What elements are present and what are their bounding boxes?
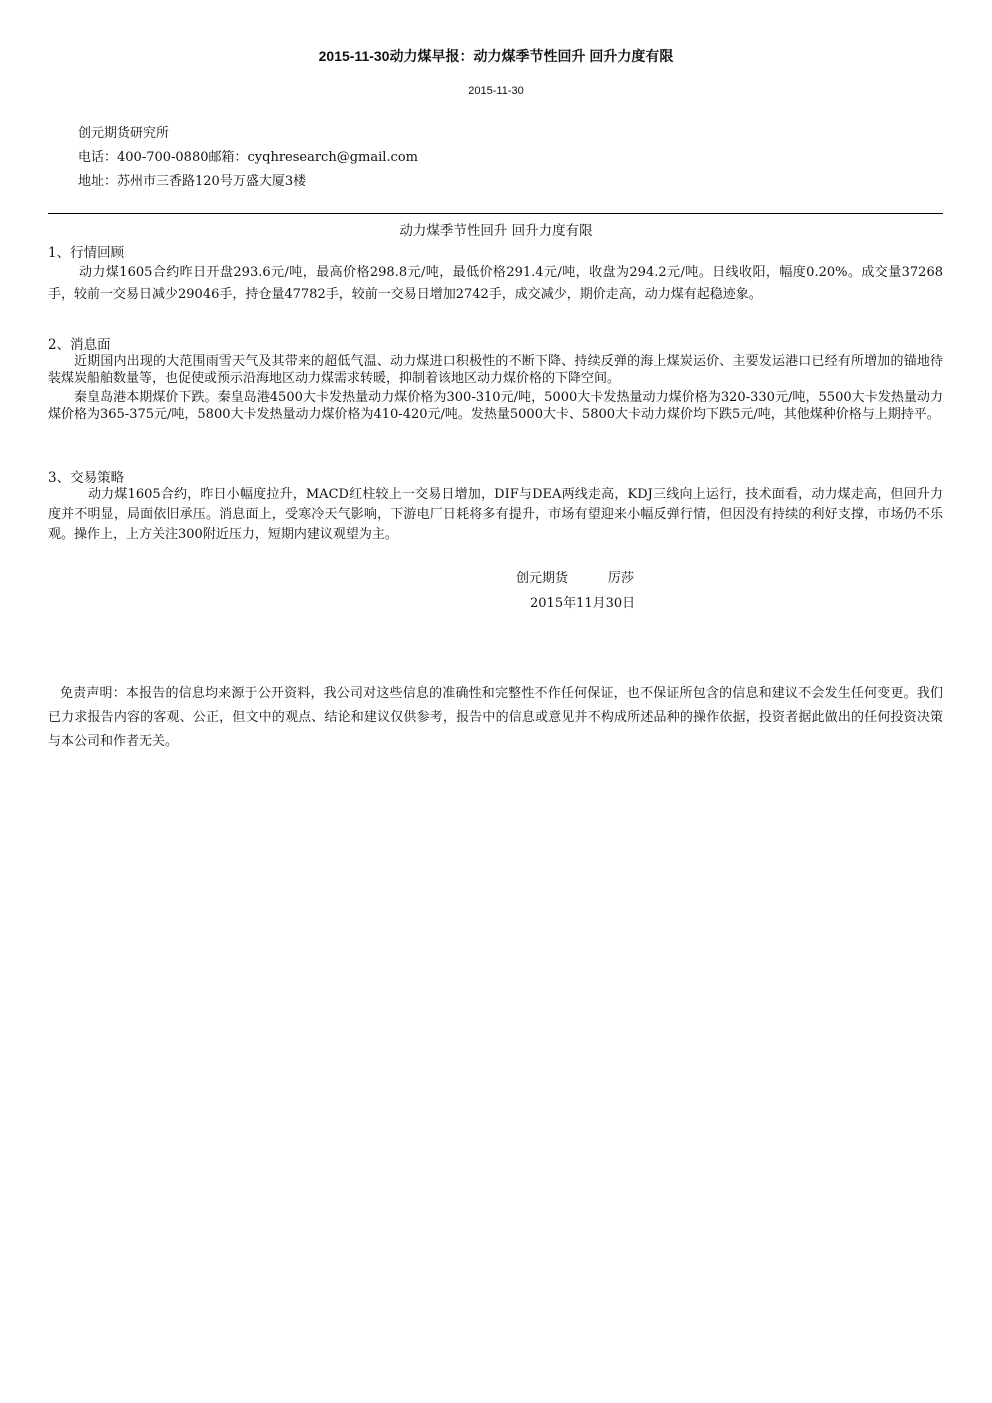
report-title: 2015-11-30动力煤早报：动力煤季节性回升 回升力度有限: [318, 48, 674, 64]
contact-line: 电话：400-700-0880邮箱：cyqhresearch@gmail.com: [78, 150, 418, 165]
section-heading: 3、交易策略: [48, 470, 125, 486]
section-heading: 1、行情回顾: [48, 245, 125, 261]
report-date: 2015-11-30: [468, 85, 524, 97]
section-heading: 2、消息面: [48, 337, 111, 353]
address-line: 地址：苏州市三香路120号万盛大厦3楼: [78, 174, 307, 189]
org-name: 创元期货研究所: [78, 126, 170, 141]
section-paragraph: 秦皇岛港本期煤价下跌。秦皇岛港4500大卡发热量动力煤价格为300-310元/吨，5000大卡发热量动力煤价格为320-330元/吨，5500大卡发热量动力煤价格为365-375元/吨，5800大卡发热量动力煤价格为410-420元/吨。发热量5000大卡、5800大卡动力煤价均下跌5元/吨，其他煤种价格与上期持平。: [48, 390, 943, 422]
subtitle: 动力煤季节性回升 回升力度有限: [399, 223, 593, 239]
signature-author: 厉莎: [608, 571, 635, 586]
section-paragraph: 近期国内出现的大范围雨雪天气及其带来的超低气温、动力煤进口积极性的不断下降、持续反弹的海上煤炭运价、主要发运港口已经有所增加的锚地待装煤炭船舶数量等，也促使或预示沿海地区动力煤需求转暖，抑制着该地区动力煤价格的下降空间。: [48, 354, 943, 386]
divider: [48, 213, 943, 214]
disclaimer: 免责声明：本报告的信息均来源于公开资料，我公司对这些信息的准确性和完整性不作任何保证，也不保证所包含的信息和建议不会发生任何变更。我们已力求报告内容的客观、公正，但文中的观点、结论和建议仅供参考，报告中的信息或意见并不构成所述品种的操作依据，投资者据此做出的任何投资决策与本公司和作者无关。: [48, 686, 943, 749]
signature-company: 创元期货: [516, 571, 569, 586]
signature-date: 2015年11月30日: [530, 596, 636, 611]
section-paragraph: 动力煤1605合约，昨日小幅度拉升，MACD红柱较上一交易日增加，DIF与DEA两线走高，KDJ三线向上运行，技术面看，动力煤走高，但回升力度并不明显，局面依旧承压。消息面上，受寒冷天气影响，下游电厂日耗将多有提升，市场有望迎来小幅反弹行情，但因没有持续的利好支撑，市场仍不乐观。操作上，上方关注300附近压力，短期内建议观望为主。: [48, 487, 943, 542]
section-paragraph: 动力煤1605合约昨日开盘293.6元/吨，最高价格298.8元/吨，最低价格291.4元/吨，收盘为294.2元/吨。日线收阳，幅度0.20%。成交量37268手，较前一交易日减少29046手，持仓量47782手，较前一交易日增加2742手，成交减少，期价走高，动力煤有起稳迹象。: [48, 265, 943, 302]
